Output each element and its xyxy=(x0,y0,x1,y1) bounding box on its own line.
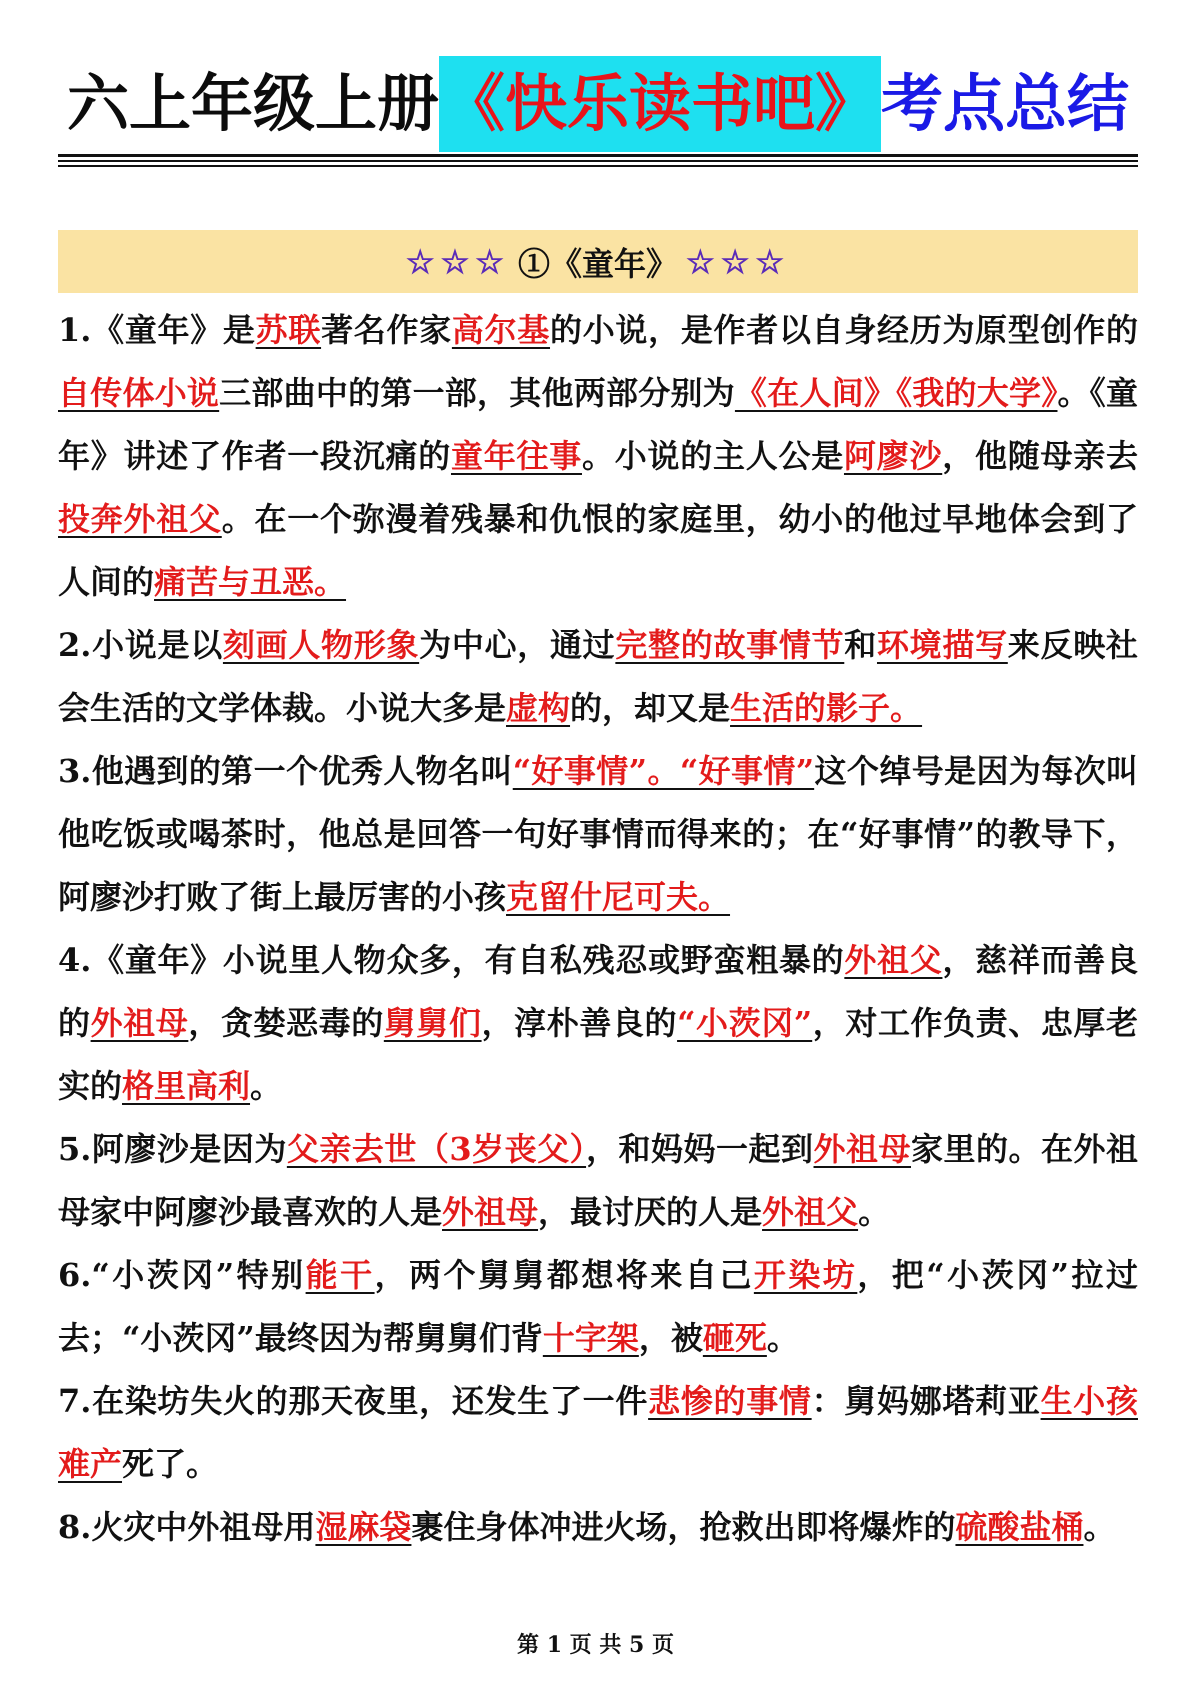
key-answer: 外祖母 xyxy=(813,1130,911,1168)
note-text: 裹住身体冲进火场，抢救出即将爆炸的 xyxy=(411,1508,956,1546)
note-text: 。 xyxy=(766,1319,799,1357)
note-text: 3.他遇到的第一个优秀人物名叫 xyxy=(58,752,513,790)
key-answer: 湿麻袋 xyxy=(315,1508,412,1546)
note-text: 7.在染坊失火的那天夜里，还发生了一件 xyxy=(58,1382,649,1420)
star-icons-left: ☆☆☆ xyxy=(405,242,510,281)
key-answer: 生活的影子。 xyxy=(730,689,923,727)
key-answer: 舅舅们 xyxy=(383,1004,482,1042)
title-book-column: 《快乐读书吧》 xyxy=(439,56,881,152)
note-text: 著名作家 xyxy=(321,311,452,349)
note-text: 为中心，通过 xyxy=(419,626,616,664)
note-text: 这个绰号是因为每次叫他吃饭或喝茶时，他总是回答一句好事情而得来的；在“好事情”的教导下，阿廖沙打败了街上最厉害的小孩 xyxy=(58,752,1138,916)
key-answer: 外祖父 xyxy=(762,1193,859,1231)
key-answer: 砸死 xyxy=(702,1319,767,1357)
note-text: ，对工作负责、忠厚老实的 xyxy=(58,1004,1138,1105)
key-answer: 悲惨的事情 xyxy=(648,1382,812,1420)
key-answer: 硫酸盐桶 xyxy=(955,1508,1084,1546)
note-paragraph xyxy=(58,614,1138,740)
note-text: 的，却又是 xyxy=(570,689,731,727)
note-text: 。 xyxy=(250,1067,283,1105)
key-answer: 阿廖沙 xyxy=(843,437,943,475)
key-answer: 刻画人物形象 xyxy=(222,626,420,664)
note-text: ，把“小茨冈”拉过去；“小茨冈”最终因为帮舅舅们背 xyxy=(58,1256,1138,1357)
note-text: 1.《童年》是 xyxy=(58,311,256,349)
key-answer: 完整的故事情节 xyxy=(615,626,845,664)
note-text: ，他随母亲去 xyxy=(942,437,1138,475)
note-text: 来反映社会生活的文学体裁。小说大多是 xyxy=(58,626,1138,727)
title-divider-top xyxy=(58,154,1138,157)
note-text: 4.《童年》小说里人物众多，有自私残忍或野蛮粗暴的 xyxy=(58,941,845,979)
title-grade: 六上年级上册 xyxy=(66,67,439,140)
note-paragraph xyxy=(58,1496,1138,1559)
key-answer: 开染坊 xyxy=(753,1256,858,1294)
note-text: 6.“小茨冈”特别 xyxy=(58,1256,306,1294)
key-answer: 生小孩难产 xyxy=(58,1382,1138,1483)
note-text: 。 xyxy=(858,1193,891,1231)
note-text: 死了。 xyxy=(122,1445,219,1483)
title-summary: 考点总结 xyxy=(881,67,1130,140)
note-text: 5.阿廖沙是因为 xyxy=(58,1130,287,1168)
key-answer: 父亲去世（3岁丧父） xyxy=(286,1130,587,1168)
key-answer: 《在人间》《我的大学》 xyxy=(734,374,1058,412)
title-divider-middle xyxy=(58,160,1138,162)
page-footer: 第 1 页 共 5 页 xyxy=(517,1632,674,1658)
note-text: ，和妈妈一起到 xyxy=(586,1130,814,1168)
study-notes xyxy=(58,299,1138,1559)
key-answer: “好事情”。“好事情” xyxy=(512,752,815,790)
section-banner xyxy=(58,230,1138,293)
note-text: ，贪婪恶毒的 xyxy=(188,1004,384,1042)
key-answer: 环境描写 xyxy=(876,626,1008,664)
title-divider-bottom xyxy=(58,165,1138,167)
note-paragraph xyxy=(58,1244,1138,1370)
section-title: ①《童年》 xyxy=(517,244,678,283)
key-answer: “小茨冈” xyxy=(677,1004,813,1042)
page-title xyxy=(58,56,1138,152)
key-answer: 童年往事 xyxy=(450,437,582,475)
key-answer: 自传体小说 xyxy=(58,374,220,412)
note-paragraph xyxy=(58,929,1138,1118)
note-text: 。 xyxy=(1083,1508,1116,1546)
key-answer: 格里高利 xyxy=(122,1067,251,1105)
note-paragraph xyxy=(58,1118,1138,1244)
key-answer: 外祖父 xyxy=(844,941,943,979)
star-icons-right: ☆☆☆ xyxy=(686,242,791,281)
note-paragraph xyxy=(58,1370,1138,1496)
note-text: 三部曲中的第一部，其他两部分别为 xyxy=(219,374,735,412)
note-text: 。小说的主人公是 xyxy=(581,437,844,475)
note-paragraph xyxy=(58,740,1138,929)
note-text: 家里的。在外祖母家中阿廖沙最喜欢的人是 xyxy=(58,1130,1138,1231)
key-answer: 能干 xyxy=(305,1256,375,1294)
key-answer: 痛苦与丑恶。 xyxy=(154,563,347,601)
key-answer: 十字架 xyxy=(542,1319,639,1357)
key-answer: 克留什尼可夫。 xyxy=(506,878,731,916)
note-paragraph xyxy=(58,299,1138,614)
note-text: ：舅妈娜塔莉亚 xyxy=(811,1382,1041,1420)
note-text: 和 xyxy=(844,626,877,664)
note-text: 。《童年》讲述了作者一段沉痛的 xyxy=(58,374,1138,475)
note-text: 2.小说是以 xyxy=(58,626,223,664)
note-text: ，被 xyxy=(638,1319,703,1357)
note-text: ，淳朴善良的 xyxy=(481,1004,678,1042)
key-answer: 高尔基 xyxy=(451,311,551,349)
key-answer: 外祖母 xyxy=(442,1193,539,1231)
key-answer: 投奔外祖父 xyxy=(58,500,222,538)
note-text: ，慈祥而善良的 xyxy=(58,941,1138,1042)
note-text: 。在一个弥漫着残暴和仇恨的家庭里，幼小的他过早地体会到了人间的 xyxy=(58,500,1138,601)
key-answer: 苏联 xyxy=(255,311,322,349)
key-answer: 外祖母 xyxy=(90,1004,189,1042)
note-text: ，两个舅舅都想将来自己 xyxy=(374,1256,754,1294)
note-text: ，最讨厌的人是 xyxy=(538,1193,763,1231)
note-text: 的小说，是作者以自身经历为原型创作的 xyxy=(550,311,1138,349)
note-text: 8.火灾中外祖母用 xyxy=(58,1508,316,1546)
key-answer: 虚构 xyxy=(506,689,571,727)
